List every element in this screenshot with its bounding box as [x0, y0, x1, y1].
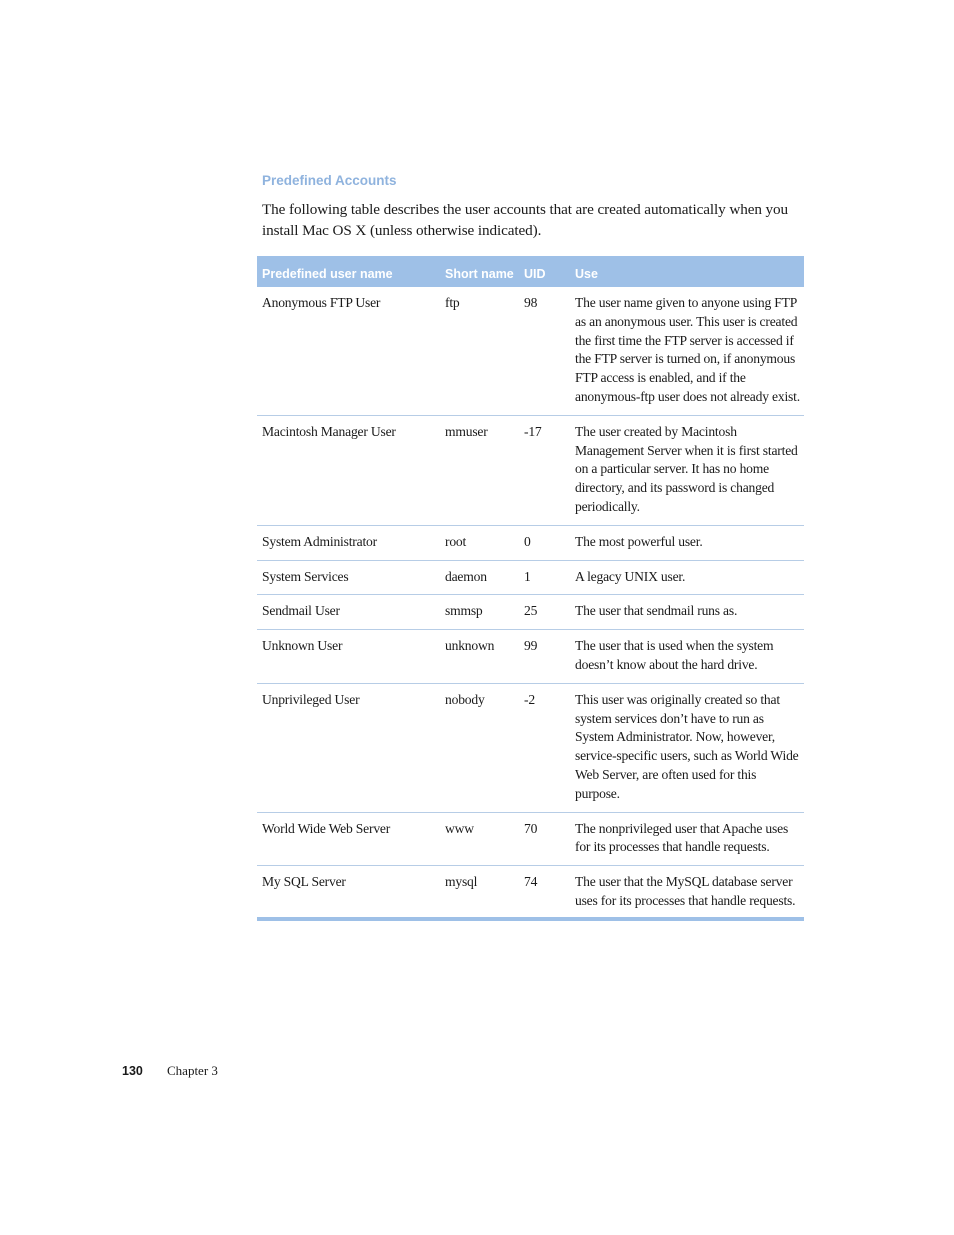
table-header-row: [257, 256, 804, 287]
table-row: [257, 683, 804, 812]
cell-user-name: System Administrator: [257, 525, 440, 560]
cell-use: The nonprivileged user that Apache uses for its processes that handle requests.: [570, 812, 804, 866]
cell-use: This user was originally created so that system services don’t have to run as System Administrator. Now, however, service-specific users, such as World Wide Web Server, are often used for this purpose.: [570, 683, 804, 812]
cell-uid: 74: [519, 866, 570, 919]
cell-uid: 0: [519, 525, 570, 560]
table-row: [257, 560, 804, 595]
cell-short-name: daemon: [440, 560, 519, 595]
cell-short-name: unknown: [440, 630, 519, 684]
cell-short-name: mysql: [440, 866, 519, 919]
table-row: [257, 812, 804, 866]
cell-user-name: My SQL Server: [257, 866, 440, 919]
table-row: [257, 595, 804, 630]
cell-use: The user name given to anyone using FTP as an anonymous user. This user is created the first time the FTP server is accessed if the FTP server is turned on, if anonymous FTP access is enabled, and if the anonymous-ftp user does not already exist.: [570, 287, 804, 415]
cell-user-name: Anonymous FTP User: [257, 287, 440, 415]
cell-use: A legacy UNIX user.: [570, 560, 804, 595]
cell-user-name: System Services: [257, 560, 440, 595]
header-predefined-user-name: Predefined user name: [257, 256, 440, 287]
cell-short-name: www: [440, 812, 519, 866]
section-title: Predefined Accounts: [262, 173, 397, 188]
header-uid: UID: [519, 256, 570, 287]
cell-uid: 98: [519, 287, 570, 415]
chapter-label: Chapter 3: [167, 1063, 218, 1078]
cell-short-name: root: [440, 525, 519, 560]
header-short-name: Short name: [440, 256, 519, 287]
cell-short-name: mmuser: [440, 415, 519, 525]
page-footer: [122, 1063, 218, 1079]
cell-use: The user created by Macintosh Management Server when it is first started on a particular server. It has no home directory, and its password is changed periodically.: [570, 415, 804, 525]
intro-paragraph: The following table describes the user accounts that are created automatically when you install Mac OS X (unless otherwise indicated).: [262, 201, 789, 239]
cell-uid: 1: [519, 560, 570, 595]
table-row: [257, 630, 804, 684]
cell-user-name: World Wide Web Server: [257, 812, 440, 866]
cell-uid: 99: [519, 630, 570, 684]
cell-short-name: smmsp: [440, 595, 519, 630]
cell-use: The user that is used when the system doesn’t know about the hard drive.: [570, 630, 804, 684]
cell-use: The user that the MySQL database server uses for its processes that handle requests.: [570, 866, 804, 919]
accounts-table: [257, 256, 804, 921]
cell-user-name: Unprivileged User: [257, 683, 440, 812]
header-use: Use: [570, 256, 804, 287]
cell-short-name: nobody: [440, 683, 519, 812]
cell-short-name: ftp: [440, 287, 519, 415]
page-number: 130: [122, 1064, 143, 1078]
cell-uid: -2: [519, 683, 570, 812]
table-row: [257, 287, 804, 415]
cell-use: The most powerful user.: [570, 525, 804, 560]
cell-uid: 25: [519, 595, 570, 630]
cell-user-name: Macintosh Manager User: [257, 415, 440, 525]
table-row: [257, 415, 804, 525]
table-row: [257, 525, 804, 560]
table-row: [257, 866, 804, 919]
cell-use: The user that sendmail runs as.: [570, 595, 804, 630]
cell-uid: 70: [519, 812, 570, 866]
cell-uid: -17: [519, 415, 570, 525]
cell-user-name: Unknown User: [257, 630, 440, 684]
cell-user-name: Sendmail User: [257, 595, 440, 630]
